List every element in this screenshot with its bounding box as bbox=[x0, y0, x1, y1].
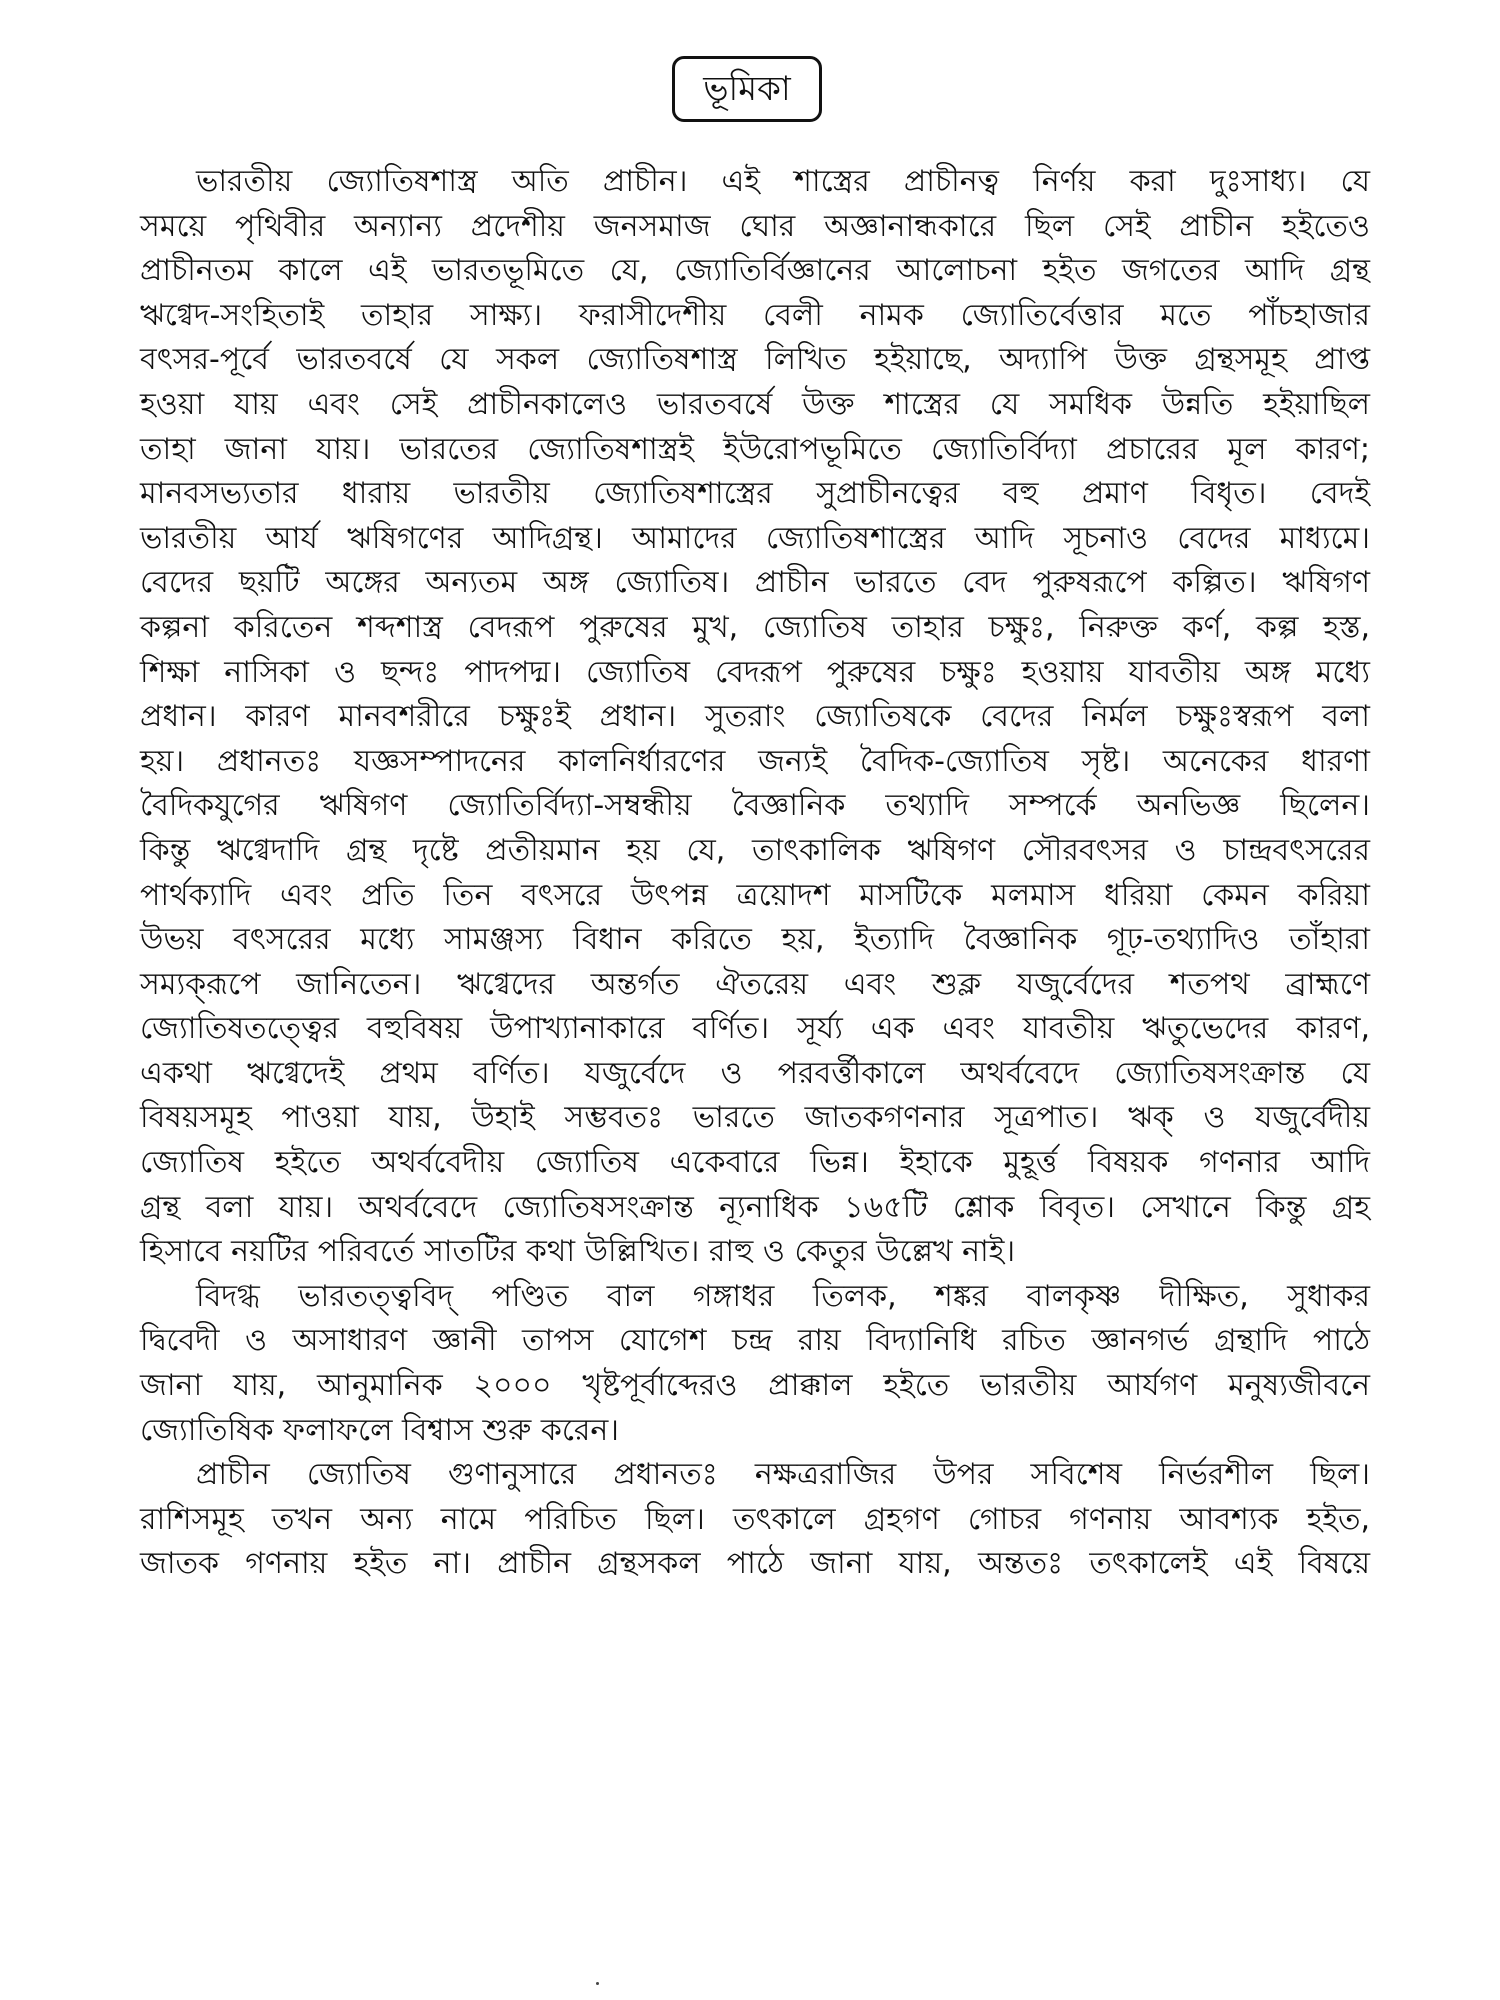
text-line: জ্যোতিষ হইতে অথর্ববেদীয় জ্যোতিষ একেবারে ভিন্ন। ইহাকে মুহূর্ত্ত বিষয়ক গণনার আদি bbox=[140, 1145, 1370, 1181]
text-line: তাহা জানা যায়। ভারতের জ্যোতিষশাস্ত্রই ইউরোপভূমিতে জ্যোতির্বিদ্যা প্রচারের মূল কারণ; bbox=[140, 431, 1370, 467]
text-line: প্রাচীনতম কালে এই ভারতভূমিতে যে, জ্যোতির্বিজ্ঞানের আলোচনা হইত জগতের আদি গ্রন্থ bbox=[140, 253, 1370, 289]
paragraph-2 bbox=[140, 1275, 1370, 1453]
text-line: কিন্তু ঋগ্বেদাদি গ্রন্থ দৃষ্টে প্রতীয়মান হয় যে, তাৎকালিক ঋষিগণ সৌরবৎসর ও চান্দ্রবৎসরের bbox=[140, 832, 1370, 868]
text-line: প্রধান। কারণ মানবশরীরে চক্ষুঃই প্রধান। সুতরাং জ্যোতিষকে বেদের নির্মল চক্ষুঃস্বরূপ বলা bbox=[140, 699, 1370, 735]
text-line: ঋগ্বেদ-সংহিতাই তাহার সাক্ষ্য। ফরাসীদেশীয় বেলী নামক জ্যোতির্বেত্তার মতে পাঁচহাজার bbox=[140, 297, 1370, 333]
body-text bbox=[140, 160, 1370, 1587]
text-line: হিসাবে নয়টির পরিবর্তে সাতটির কথা উল্লিখিত। রাহু ও কেতুর উল্লেখ নাই। bbox=[140, 1234, 1016, 1270]
text-line: জানা যায়, আনুমানিক ২০০০ খৃষ্টপূর্বাব্দেরও প্রাক্কাল হইতে ভারতীয় আর্যগণ মনুষ্যজীবনে bbox=[140, 1368, 1370, 1404]
text-line: ভারতীয় জ্যোতিষশাস্ত্র অতি প্রাচীন। এই শাস্ত্রের প্রাচীনত্ব নির্ণয় করা দুঃসাধ্য। যে bbox=[196, 164, 1370, 199]
text-line: শিক্ষা নাসিকা ও ছন্দঃ পাদপদ্ম। জ্যোতিষ বেদরূপ পুরুষের চক্ষুঃ হওয়ায় যাবতীয় অঙ্গ মধ্যে bbox=[140, 654, 1370, 690]
text-line: বৈদিকযুগের ঋষিগণ জ্যোতির্বিদ্যা-সম্বন্ধীয় বৈজ্ঞানিক তথ্যাদি সম্পর্কে অনভিজ্ঞ ছিলেন। bbox=[140, 788, 1370, 824]
print-speck bbox=[596, 1982, 599, 1985]
text-line: মানবসভ্যতার ধারায় ভারতীয় জ্যোতিষশাস্ত্রের সুপ্রাচীনত্বের বহু প্রমাণ বিধৃত। বেদই bbox=[140, 476, 1370, 512]
text-line: পার্থক্যাদি এবং প্রতি তিন বৎসরে উৎপন্ন ত্রয়োদশ মাসটিকে মলমাস ধরিয়া কেমন করিয়া bbox=[140, 877, 1370, 913]
text-line: হওয়া যায় এবং সেই প্রাচীনকালেও ভারতবর্ষে উক্ত শাস্ত্রের যে সমধিক উন্নতি হইয়াছিল bbox=[140, 386, 1370, 422]
chapter-title-box bbox=[672, 56, 822, 122]
text-line: রাশিসমূহ তখন অন্য নামে পরিচিত ছিল। তৎকালে গ্রহগণ গোচর গণনায় আবশ্যক হইত, bbox=[140, 1501, 1370, 1537]
text-line: সম্যক্‌রূপে জানিতেন। ঋগ্বেদের অন্তর্গত ঐতরেয় এবং শুক্ল যজুর্বেদের শতপথ ব্রাহ্মণে bbox=[140, 966, 1370, 1002]
text-line: জ্যোতিষিক ফলাফলে বিশ্বাস শুরু করেন। bbox=[140, 1412, 620, 1448]
text-line: দ্বিবেদী ও অসাধারণ জ্ঞানী তাপস যোগেশ চন্দ্র রায় বিদ্যানিধি রচিত জ্ঞানগর্ভ গ্রন্থাদি পাঠে bbox=[140, 1323, 1370, 1359]
text-line: সময়ে পৃথিবীর অন্যান্য প্রদেশীয় জনসমাজ ঘোর অজ্ঞানান্ধকারে ছিল সেই প্রাচীন হইতেও bbox=[140, 208, 1370, 244]
text-line: বৎসর-পূর্বে ভারতবর্ষে যে সকল জ্যোতিষশাস্ত্র লিখিত হইয়াছে, অদ্যাপি উক্ত গ্রন্থসমূহ প্রাপ্ত bbox=[140, 342, 1370, 378]
paragraph-1 bbox=[140, 160, 1370, 1275]
text-line: বিদগ্ধ ভারতত্ত্ববিদ্‌ পণ্ডিত বাল গঙ্গাধর তিলক, শঙ্কর বালকৃষ্ণ দীক্ষিত, সুধাকর bbox=[196, 1278, 1370, 1314]
text-line: জাতক গণনায় হইত না। প্রাচীন গ্রন্থসকল পাঠে জানা যায়, অন্ততঃ তৎকালেই এই বিষয়ে bbox=[140, 1546, 1370, 1582]
text-line: ভারতীয় আর্য ঋষিগণের আদিগ্রন্থ। আমাদের জ্যোতিষশাস্ত্রের আদি সূচনাও বেদের মাধ্যমে। bbox=[140, 520, 1370, 556]
text-line: একথা ঋগ্বেদেই প্রথম বর্ণিত। যজুর্বেদে ও পরবর্ত্তীকালে অথর্ববেদে জ্যোতিষসংক্রান্ত যে bbox=[140, 1055, 1370, 1091]
text-line: জ্যোতিষতত্ত্বের বহুবিষয় উপাখ্যানাকারে বর্ণিত। সূর্য্য এক এবং যাবতীয় ঋতুভেদের কারণ, bbox=[140, 1011, 1370, 1047]
text-line: কল্পনা করিতেন শব্দশাস্ত্র বেদরূপ পুরুষের মুখ, জ্যোতিষ তাহার চক্ষুঃ, নিরুক্ত কর্ণ, কল্প হস্ত, bbox=[140, 609, 1370, 645]
text-line: গ্রন্থ বলা যায়। অথর্ববেদে জ্যোতিষসংক্রান্ত ন্যূনাধিক ১৬৫টি শ্লোক বিবৃত। সেখানে কিন্তু গ্রহ bbox=[140, 1189, 1370, 1225]
text-line: বেদের ছয়টি অঙ্গের অন্যতম অঙ্গ জ্যোতিষ। প্রাচীন ভারতে বেদ পুরুষরূপে কল্পিত। ঋষিগণ bbox=[140, 565, 1370, 601]
text-line: হয়। প্রধানতঃ যজ্ঞসম্পাদনের কালনির্ধারণের জন্যই বৈদিক-জ্যোতিষ সৃষ্ট। অনেকের ধারণা bbox=[140, 743, 1370, 779]
text-line: উভয় বৎসরের মধ্যে সামঞ্জস্য বিধান করিতে হয়, ইত্যাদি বৈজ্ঞানিক গূঢ়-তথ্যাদিও তাঁহারা bbox=[140, 922, 1370, 958]
text-line: বিষয়সমূহ পাওয়া যায়, উহাই সম্ভবতঃ ভারতে জাতকগণনার সূত্রপাত। ঋক্‌ ও যজুর্বেদীয় bbox=[140, 1100, 1370, 1136]
text-line: প্রাচীন জ্যোতিষ গুণানুসারে প্রধানতঃ নক্ষত্ররাজির উপর সবিশেষ নির্ভরশীল ছিল। bbox=[196, 1457, 1370, 1493]
paragraph-3 bbox=[140, 1453, 1370, 1587]
chapter-title: ভূমিকা bbox=[703, 69, 791, 109]
